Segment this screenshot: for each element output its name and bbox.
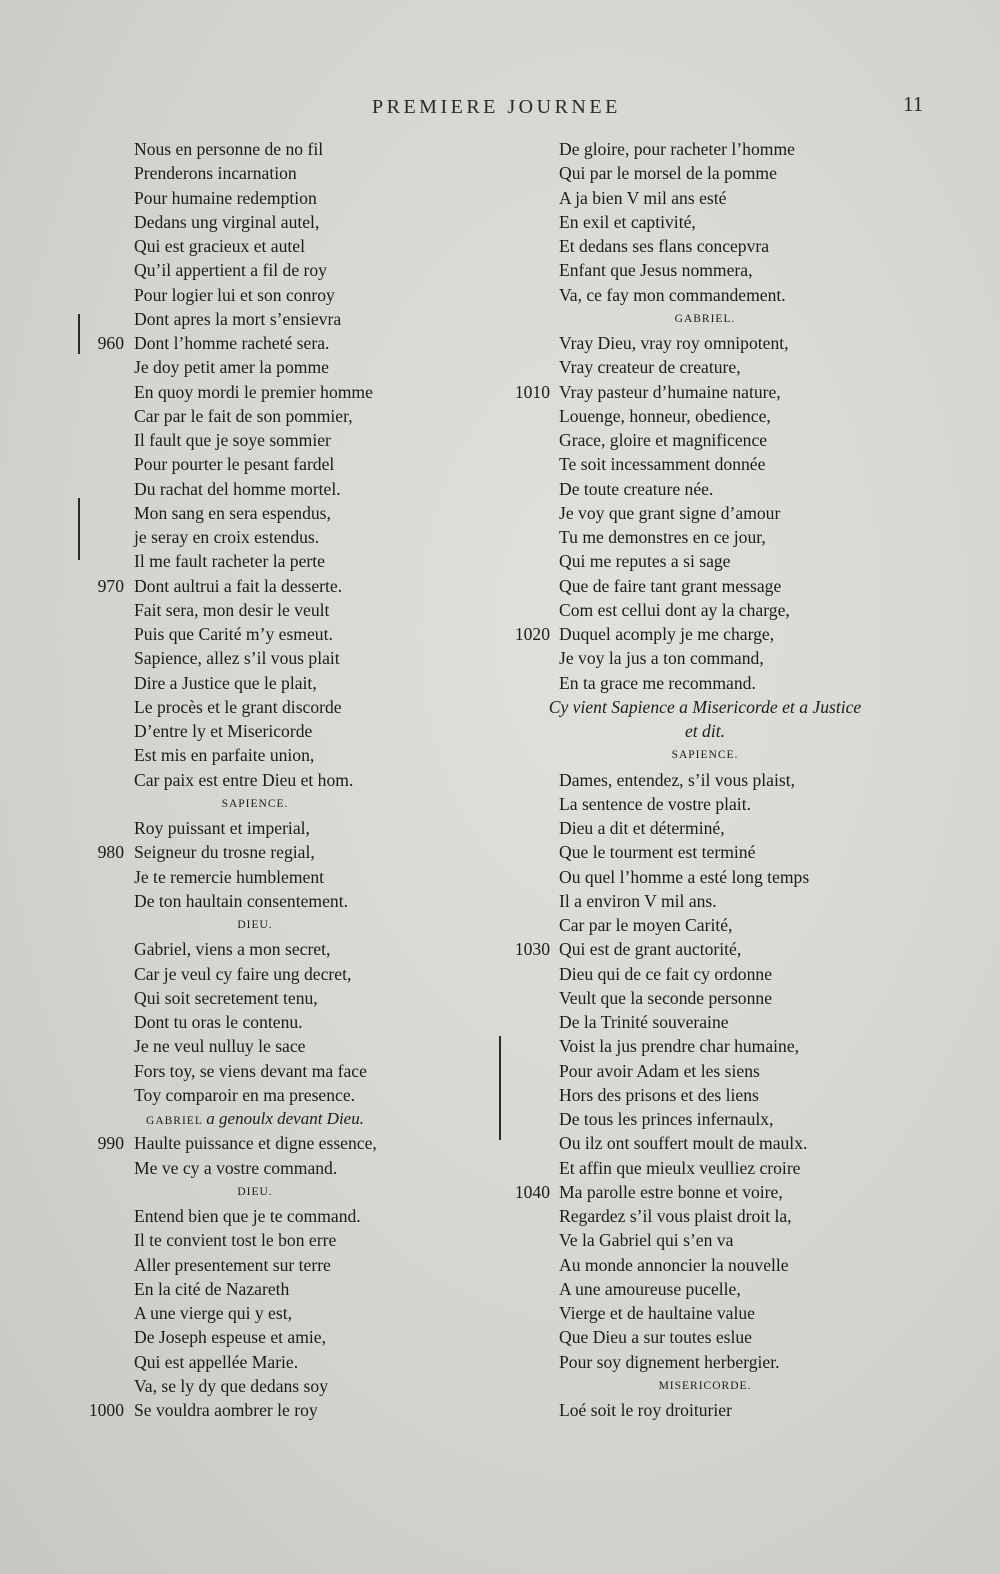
verse-text: Je doy petit amer la pomme (134, 357, 329, 378)
verse-line (510, 1059, 900, 1083)
verse-line (80, 1034, 470, 1058)
verse-text: De tous les princes infernaulx, (559, 1109, 774, 1129)
verse-line (510, 1131, 900, 1155)
verse-line (80, 695, 470, 719)
verse-text: En la cité de Nazareth (134, 1278, 290, 1299)
verse-line (80, 1059, 470, 1083)
verse-text: Ou quel l’homme a esté long temps (559, 866, 810, 887)
verse-line (510, 840, 900, 864)
verse-line (510, 598, 900, 622)
verse-text: Fait sera, mon desir le veult (134, 599, 330, 620)
verse-text: Et dedans ses flans concepvra (559, 236, 770, 256)
verse-line (510, 1301, 900, 1325)
verse-line (80, 1301, 470, 1325)
verse-line (510, 865, 900, 889)
speaker-heading (510, 307, 900, 331)
verse-text: Hors des prisons et des liens (559, 1084, 759, 1105)
verse-text: Je ne veul nulluy le sace (134, 1036, 306, 1057)
verse-line (80, 234, 470, 258)
verse-line (510, 986, 900, 1010)
verse-line (510, 622, 900, 646)
verse-line (510, 452, 900, 476)
verse-text: Va, se ly dy que dedans soy (134, 1375, 328, 1396)
verse-line (80, 1325, 470, 1349)
verse-text: Le procès et le grant discorde (134, 696, 342, 717)
verse-text: Qui est de grant auctorité, (559, 939, 742, 960)
verse-text: Prenderons incarnation (134, 163, 297, 184)
verse-text: Qui me reputes a si sage (559, 551, 731, 572)
verse-text: Enfant que Jesus nommera, (559, 260, 753, 281)
verse-line (80, 646, 470, 670)
verse-line (510, 574, 900, 598)
verse-line (510, 1107, 900, 1131)
verse-text: Voist la jus prendre char humaine, (559, 1036, 800, 1057)
verse-line (80, 937, 470, 961)
verse-line (80, 574, 470, 598)
line-number: 1030 (514, 939, 550, 960)
verse-line (80, 137, 470, 161)
verse-text: Dieu qui de ce fait cy ordonne (559, 963, 772, 984)
verse-text: Je te remercie humblement (134, 866, 325, 887)
line-number: 1020 (514, 624, 550, 644)
verse-line (510, 186, 900, 210)
verse-text: Aller presentement sur terre (134, 1254, 331, 1275)
verse-text: Veult que la seconde personne (559, 987, 773, 1008)
verse-text: Dont apres la mort s’ensievra (134, 308, 342, 329)
verse-text: A une vierge qui y est, (134, 1303, 292, 1323)
verse-text: Haulte puissance et digne essence, (134, 1133, 377, 1154)
verse-line (80, 404, 470, 428)
verse-text: Au monde annoncier la nouvelle (559, 1254, 789, 1275)
verse-line (80, 598, 470, 622)
verse-text: Qui par le morsel de la pomme (559, 163, 777, 184)
verse-line (510, 937, 900, 961)
verse-text: Dont l’homme racheté sera. (134, 333, 330, 353)
running-title: PREMIERE JOURNEE (372, 96, 621, 118)
verse-text: Duquel acomply je me charge, (559, 624, 775, 644)
verse-line (510, 962, 900, 986)
verse-text: Sapience, allez s’il vous plait (134, 648, 340, 669)
stage-direction: et dit. (684, 721, 726, 741)
verse-line (510, 404, 900, 428)
page-number: 11 (903, 92, 924, 116)
verse-text: Il me fault racheter la perte (134, 551, 325, 572)
verse-text: Regardez s’il vous plaist droit la, (559, 1206, 792, 1226)
verse-text: Qu’il appertient a fil de roy (134, 260, 327, 281)
verse-line (510, 210, 900, 234)
verse-line (510, 477, 900, 501)
verse-line (510, 768, 900, 792)
margin-mark (499, 1036, 501, 1140)
line-number: 1000 (88, 1400, 124, 1420)
verse-line (510, 428, 900, 452)
verse-text: Vray pasteur d’humaine nature, (559, 381, 781, 402)
verse-text: Nous en personne de no fil (134, 139, 324, 159)
verse-line (510, 1156, 900, 1180)
verse-text: Est mis en parfaite union, (134, 745, 315, 766)
verse-line (510, 1398, 900, 1422)
verse-text: Toy comparoir en ma presence. (134, 1084, 356, 1105)
speaker-heading (80, 913, 470, 937)
verse-text: Dont aultrui a fait la desserte. (134, 575, 343, 596)
verse-text: Dames, entendez, s’il vous plaist, (559, 769, 795, 790)
line-number: 970 (97, 575, 124, 596)
verse-line (510, 816, 900, 840)
verse-text: Fors toy, se viens devant ma face (134, 1060, 367, 1081)
verse-text: Vierge et de haultaine value (559, 1303, 755, 1323)
stage-direction: a genoulx devant Dieu. (206, 1109, 364, 1128)
verse-line (80, 986, 470, 1010)
speaker-heading (510, 743, 900, 767)
verse-line (510, 234, 900, 258)
verse-text: Il te convient tost le bon erre (134, 1230, 337, 1251)
verse-text: Me ve cy a vostre command. (134, 1157, 338, 1178)
verse-line (80, 1277, 470, 1301)
verse-text: Car je veul cy faire ung decret, (134, 963, 352, 984)
line-number: 1040 (514, 1181, 550, 1202)
verse-line (80, 1156, 470, 1180)
verse-line (510, 283, 900, 307)
verse-text: Que le tourment est terminé (559, 842, 756, 863)
verse-line (80, 307, 470, 331)
verse-line (80, 840, 470, 864)
verse-text: Dieu a dit et déterminé, (559, 818, 725, 838)
verse-line (80, 1228, 470, 1252)
verse-text: Ou ilz ont souffert moult de maulx. (559, 1133, 808, 1154)
verse-line (510, 380, 900, 404)
verse-line (510, 1277, 900, 1301)
verse-line (510, 889, 900, 913)
verse-text: Vray Dieu, vray roy omnipotent, (559, 333, 789, 353)
verse-text: Grace, gloire et magnificence (559, 430, 768, 450)
line-number: 980 (97, 842, 124, 863)
verse-text: Tu me demonstres en ce jour, (559, 527, 766, 547)
verse-text: Louenge, honneur, obedience, (559, 405, 771, 426)
stage-direction: Cy vient Sapience a Misericorde et a Justice (548, 696, 862, 717)
speaker-heading (80, 1180, 470, 1204)
verse-line (80, 816, 470, 840)
verse-text: De Joseph espeuse et amie, (134, 1327, 327, 1348)
verse-text: A une amoureuse pucelle, (559, 1278, 741, 1299)
verse-line (510, 913, 900, 937)
verse-text: Seigneur du trosne regial, (134, 842, 315, 863)
verse-text: La sentence de vostre plait. (559, 793, 751, 814)
verse-line (80, 1398, 470, 1422)
verse-line (80, 1204, 470, 1228)
verse-line (510, 331, 900, 355)
verse-line (510, 525, 900, 549)
left-text-column (80, 137, 470, 1422)
verse-line (80, 671, 470, 695)
verse-text: A ja bien V mil ans esté (559, 187, 727, 208)
verse-line (510, 355, 900, 379)
verse-line (510, 1253, 900, 1277)
verse-line (80, 477, 470, 501)
verse-line (80, 210, 470, 234)
verse-line (80, 719, 470, 743)
right-text-column (510, 137, 900, 1422)
verse-text: Car paix est entre Dieu et hom. (134, 769, 354, 790)
verse-text: Il a environ V mil ans. (559, 890, 717, 911)
verse-line (80, 501, 470, 525)
verse-text: Qui est gracieux et autel (134, 236, 305, 256)
verse-line (80, 161, 470, 185)
verse-line (510, 646, 900, 670)
verse-line (80, 622, 470, 646)
verse-text: Pour pourter le pesant fardel (134, 454, 335, 475)
speaker-heading (510, 1374, 900, 1398)
verse-text: Roy puissant et imperial, (134, 818, 310, 838)
speaker-name: SAPIENCE. (221, 797, 289, 810)
verse-line (510, 258, 900, 282)
verse-line (510, 1010, 900, 1034)
verse-line (510, 137, 900, 161)
verse-line (80, 186, 470, 210)
speaker-heading (80, 1107, 470, 1131)
verse-line (80, 743, 470, 767)
verse-line (80, 768, 470, 792)
verse-text: De la Trinité souveraine (559, 1012, 729, 1032)
verse-line (80, 1350, 470, 1374)
verse-line (80, 258, 470, 282)
verse-line (510, 1034, 900, 1058)
verse-line (510, 792, 900, 816)
verse-text: Ve la Gabriel qui s’en va (559, 1230, 734, 1251)
verse-text: En quoy mordi le premier homme (134, 381, 373, 402)
verse-line (80, 428, 470, 452)
verse-line (510, 1083, 900, 1107)
verse-text: De gloire, pour racheter l’homme (559, 139, 795, 159)
verse-text: En ta grace me recommand. (559, 672, 756, 693)
verse-text: Que de faire tant grant message (559, 575, 782, 596)
verse-line (80, 355, 470, 379)
verse-text: Puis que Carité m’y esmeut. (134, 624, 333, 644)
verse-line (80, 331, 470, 355)
verse-line (80, 452, 470, 476)
verse-line (80, 549, 470, 573)
verse-text: Va, ce fay mon commandement. (559, 284, 786, 305)
speaker-heading (80, 792, 470, 816)
speaker-name: GABRIEL. (674, 312, 736, 325)
verse-text: Dedans ung virginal autel, (134, 211, 320, 232)
verse-line (80, 380, 470, 404)
margin-mark (78, 498, 80, 560)
verse-text: Gabriel, viens a mon secret, (134, 939, 331, 960)
verse-text: Je voy que grant signe d’amour (559, 502, 781, 523)
verse-line (510, 1204, 900, 1228)
verse-text: je seray en croix estendus. (134, 527, 320, 547)
verse-line (80, 1253, 470, 1277)
speaker-name: MISERICORDE. (658, 1379, 752, 1392)
verse-text: Pour avoir Adam et les siens (559, 1060, 760, 1081)
verse-line (510, 161, 900, 185)
verse-line (510, 1325, 900, 1349)
verse-text: Com est cellui dont ay la charge, (559, 599, 790, 620)
verse-line (80, 1131, 470, 1155)
verse-text: Je voy la jus a ton command, (559, 648, 764, 669)
verse-text: Qui est appellée Marie. (134, 1351, 299, 1372)
verse-text: En exil et captivité, (559, 211, 696, 232)
speaker-name: DIEU. (237, 919, 273, 931)
verse-text: Loé soit le roy droiturier (559, 1400, 732, 1420)
verse-text: Car par le fait de son pommier, (134, 405, 353, 426)
stage-direction-line (510, 719, 900, 743)
verse-text: Et affin que mieulx veulliez croire (559, 1157, 801, 1178)
verse-line (80, 1010, 470, 1034)
stage-direction-line (510, 695, 900, 719)
verse-line (80, 283, 470, 307)
verse-text: Dont tu oras le contenu. (134, 1012, 303, 1032)
verse-text: De ton haultain consentement. (134, 890, 348, 911)
verse-text: Pour humaine redemption (134, 187, 317, 208)
line-number: 1010 (514, 381, 550, 402)
verse-text: De toute creature née. (559, 478, 714, 499)
verse-text: Car par le moyen Carité, (559, 915, 733, 935)
line-number: 990 (97, 1133, 124, 1154)
verse-line (80, 525, 470, 549)
verse-text: Te soit incessamment donnée (559, 454, 766, 475)
verse-line (510, 1180, 900, 1204)
verse-line (510, 501, 900, 525)
verse-text: Mon sang en sera espendus, (134, 502, 331, 523)
speaker-name: GABRIEL a genoulx devant Dieu. (146, 1109, 364, 1128)
verse-line (510, 549, 900, 573)
verse-text: D’entre ly et Misericorde (134, 721, 313, 741)
verse-line (80, 1374, 470, 1398)
verse-text: Dire a Justice que le plait, (134, 672, 317, 693)
verse-line (80, 1083, 470, 1107)
verse-text: Qui soit secretement tenu, (134, 987, 318, 1008)
verse-text: Entend bien que je te command. (134, 1206, 361, 1226)
verse-text: Du rachat del homme mortel. (134, 478, 341, 499)
verse-line (510, 1228, 900, 1252)
verse-text: Pour soy dignement herbergier. (559, 1351, 780, 1372)
verse-text: Que Dieu a sur toutes eslue (559, 1327, 752, 1348)
verse-line (510, 671, 900, 695)
verse-text: Vray createur de creature, (559, 357, 741, 378)
verse-line (80, 865, 470, 889)
verse-text: Il fault que je soye sommier (134, 430, 331, 450)
speaker-name: SAPIENCE. (671, 749, 739, 762)
verse-line (510, 1350, 900, 1374)
verse-text: Ma parolle estre bonne et voire, (559, 1181, 783, 1202)
verse-line (80, 962, 470, 986)
line-number: 960 (97, 333, 124, 353)
verse-line (80, 889, 470, 913)
verse-text: Pour logier lui et son conroy (134, 284, 335, 305)
verse-text: Se vouldra aombrer le roy (134, 1400, 318, 1420)
margin-mark (78, 314, 80, 354)
speaker-name: DIEU. (237, 1185, 273, 1198)
